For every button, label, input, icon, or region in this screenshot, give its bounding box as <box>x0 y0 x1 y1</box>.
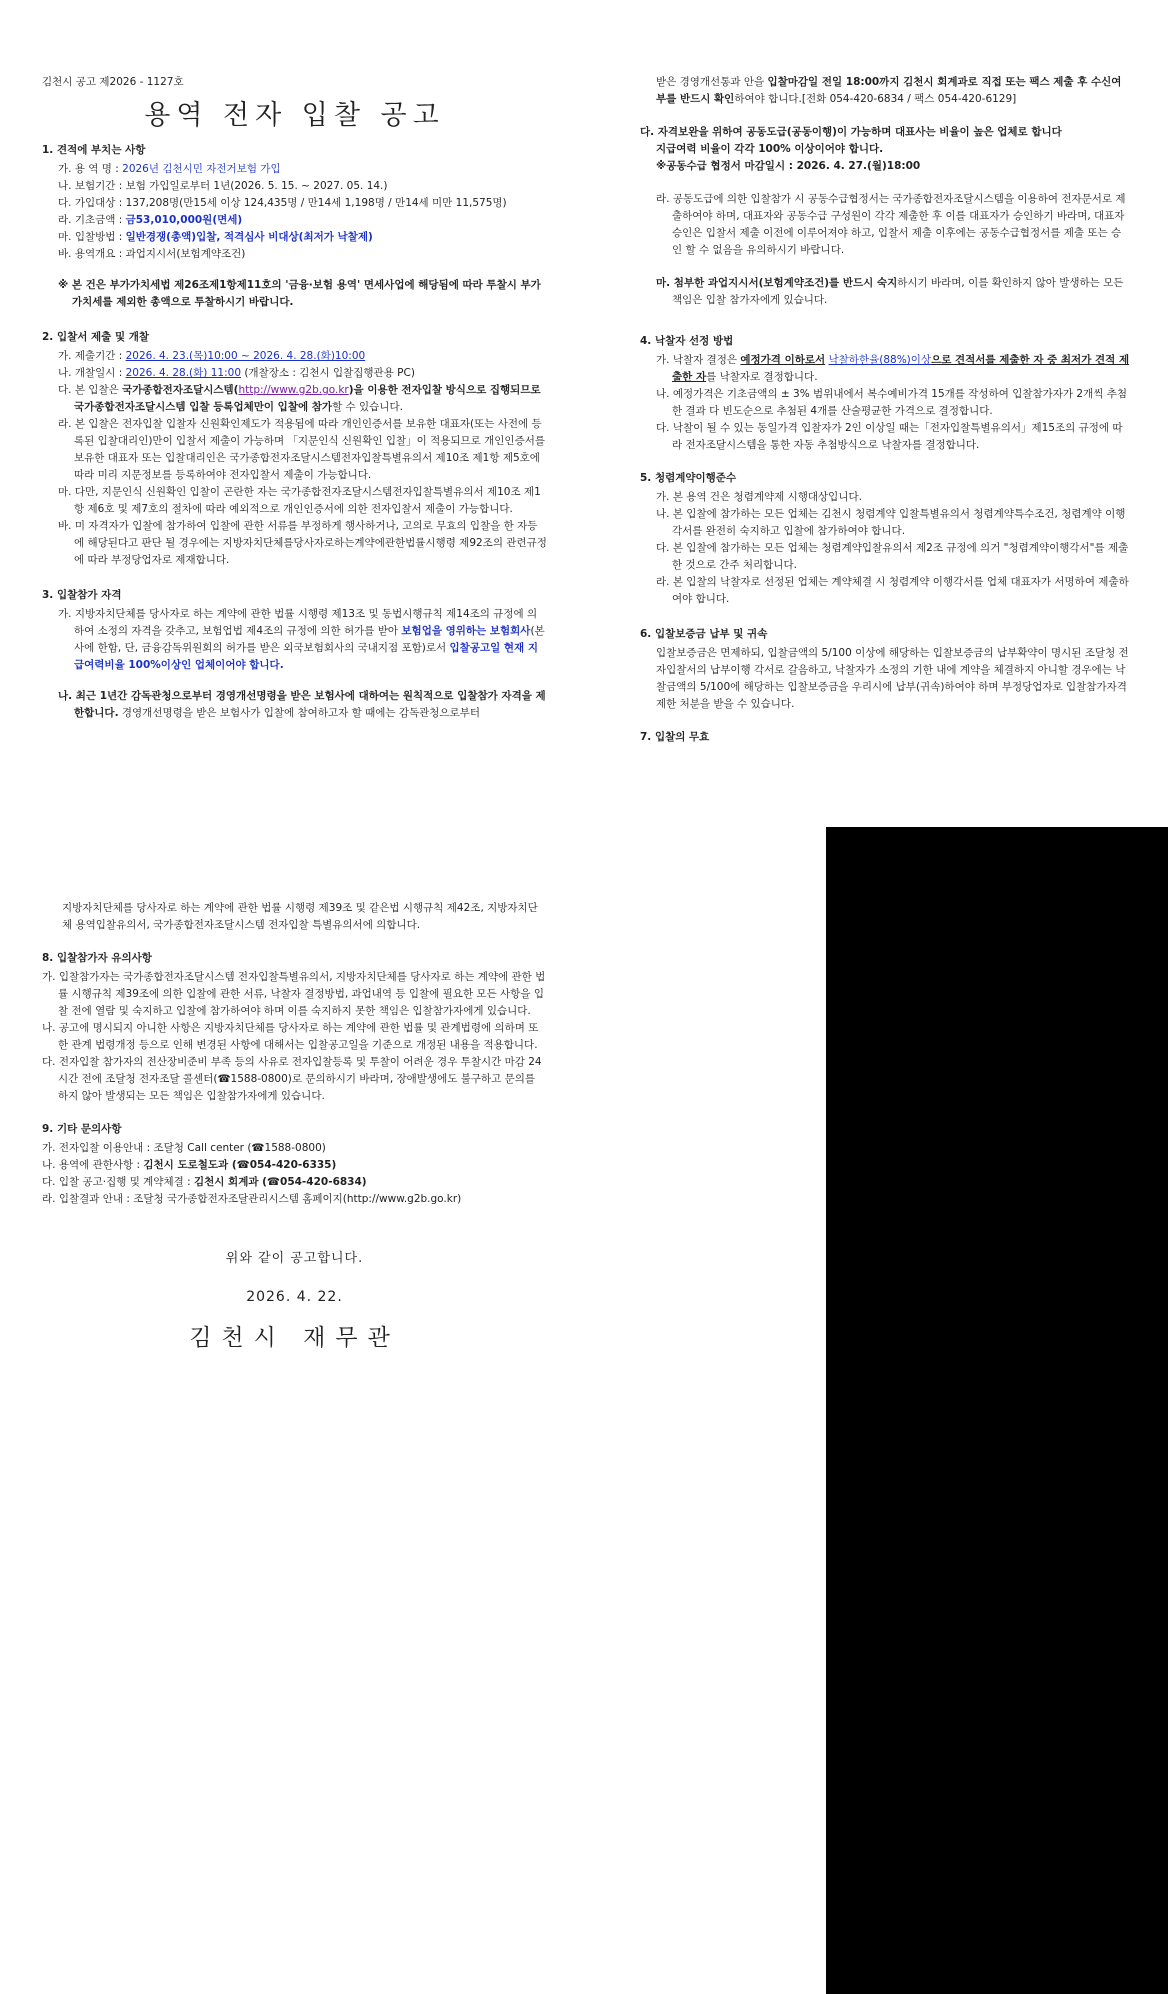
s9-item-d: 라. 입찰결과 안내 : 조달청 국가종합전자조달관리시스템 홈페이지(http://www.g2b.go.kr) <box>42 1193 462 1205</box>
s9-item-a: 가. 전자입찰 이용안내 : 조달청 Call center (☎1588-0800) <box>42 1142 326 1154</box>
section-6-heading: 6. 입찰보증금 납부 및 귀속 <box>640 628 768 640</box>
base-amount: 금53,010,000원(면세) <box>125 214 243 226</box>
s3-item-b: 나. 최근 1년간 감독관청으로부터 경영개선명령을 받은 보험사에 대하여는 원칙적으로 입찰참가 자격을 제한합니다. 경영개선명령을 받은 보험사가 입찰에 참여하고자 할 때에는 감독관청으로부터 <box>58 690 546 719</box>
consortium-deadline: ※공동수급 협정서 마감일시 : 2026. 4. 27.(월)18:00 <box>656 160 921 172</box>
section-1-heading: 1. 견적에 부치는 사항 <box>42 144 146 156</box>
s3-continued: 받은 경영개선통과 안을 입찰마감일 전일 18:00까지 김천시 회계과로 직접 또는 팩스 제출 후 수신여부를 반드시 확인하여야 합니다.[전화 054-420-6834 / 팩스 054-420-6129] <box>656 76 1122 105</box>
s5-item-b: 나. 본 입찰에 참가하는 모든 업체는 김천시 청렴계약 입찰특별유의서 청렴계약특수조건, 청렴계약 이행각서를 완전히 숙지하고 입찰에 참가하여야 합니다. <box>656 508 1126 537</box>
s8-item-c: 다. 전자입찰 참가자의 전산장비준비 부족 등의 사유로 전자입찰등록 및 투찰이 어려운 경우 투찰시간 마감 24시간 전에 조달청 전자조달 콜센터(☎1588-0800)로 문의하시기 바라며, 장애발생에도 불구하고 문의를 하지 않아 발생되는 모든 책임은 입찰참가자에게 있습니다. <box>42 1056 542 1102</box>
s3-item-a: 가. 지방자치단체를 당사자로 하는 계약에 관한 법률 시행령 제13조 및 동법시행규칙 제14조의 규정에 의하여 소정의 자격을 갖추고, 보험업법 제4조의 규정에 의한 허가를 받아 보험업을 영위하는 보험회사(본사에 한함, 단, 금융감독위원회의 허가를 받은 외국보험회사의 국내지점 포함)로서 입찰공고일 현재 지급여력비율 100%이상인 업체이어야 합니다. <box>58 608 545 671</box>
s2-item-c: 다. 본 입찰은 국가종합전자조달시스템(http://www.g2b.go.kr)을 이용한 전자입찰 방식으로 집행되므로 국가종합전자조달시스템 입찰 등록업체만이 입찰에 참가할 수 있습니다. <box>58 384 541 413</box>
s8-item-a: 가. 입찰참가자는 국가종합전자조달시스템 전자입찰특별유의서, 지방자치단체를 당사자로 하는 계약에 관한 법률 시행규칙 제39조에 의한 입찰에 관한 서류, 낙찰자 결정방법, 과업내역 등 입찰에 필요한 모든 사항을 입찰 전에 열람 및 숙지하고 입찰에 참가하여야 하며 이를 숙지하지 못한 책임은 입찰참가자에게 있습니다. <box>42 971 546 1017</box>
signer: 김천시 재무관 <box>189 1325 400 1351</box>
s3-item-ra: 라. 공동도급에 의한 입찰참가 시 공동수급협정서는 국가종합전자조달시스템을 이용하여 전자문서로 제출하여야 하며, 대표자와 공동수급 구성원이 각각 제출한 후 이를 대표자가 승인하기 바라며, 대표자 승인은 입찰서 제출 이전에 이루어져야 하고, 입찰서 제출 이후에는 공동수급협정서를 제출 또는 승인 할 수 없음을 유의하시기 바랍니다. <box>656 193 1126 256</box>
section-9-heading: 9. 기타 문의사항 <box>42 1123 122 1135</box>
s1-item-f: 바. 용역개요 : 과업지시서(보험계약조건) <box>58 248 246 260</box>
submission-period: 2026. 4. 23.(목)10:00 ~ 2026. 4. 28.(화)10:00 <box>125 350 366 362</box>
s4-item-a: 가. 낙찰자 결정은 예정가격 이하로서 낙찰하한율(88%)이상으로 견적서를 제출한 자 중 최저가 견적 제출한 자를 낙찰자로 결정합니다. <box>656 354 1130 383</box>
s5-item-c: 다. 본 입찰에 참가하는 모든 업체는 청렴계약입찰유의서 제2조 규정에 의거 "청렴계약이행각서"를 제출한 것으로 간주 처리합니다. <box>656 542 1129 571</box>
notice-number: 김천시 공고 제2026 - 1127호 <box>42 76 184 88</box>
s4-item-b: 나. 예정가격은 기초금액의 ± 3% 범위내에서 복수예비가격 15개를 작성하여 입찰참가자가 2개씩 추첨한 결과 다 빈도순으로 추첨된 4개를 산술평균한 가격으로 결정합니다. <box>656 388 1127 417</box>
s2-item-f: 바. 미 자격자가 입찰에 참가하여 입찰에 관한 서류를 부정하게 행사하거나, 고의로 무효의 입찰을 한 자등에 해당된다고 판단 될 경우에는 지방자치단체를당사자로하는계약에관한법률시행령 제92조의 관련규정에 따라 부정당업자로 제재합니다. <box>58 520 547 566</box>
s6-body: 입찰보증금은 면제하되, 입찰금액의 5/100 이상에 해당하는 입찰보증금의 납부확약이 명시된 조달청 전자입찰서의 납부이행 각서로 갈음하고, 낙찰자가 소정의 기한 내에 계약을 체결하지 아니할 경우에는 낙찰금액의 5/100에 해당하는 입찰보증금을 우리시에 납부(귀속)하여야 하며 부정당업자로 입찰참가자격제한 처분을 받을 수 있습니다. <box>656 647 1129 710</box>
section-8-heading: 8. 입찰참가자 유의사항 <box>42 952 152 964</box>
s3-item-da: 다. 자격보완을 위하여 공동도급(공동이행)이 가능하며 대표사는 비율이 높은 업체로 합니다 <box>640 126 1062 138</box>
page-title: 용역 전자 입찰 공고 <box>144 100 445 131</box>
s5-item-a: 가. 본 용역 건은 청렴계약제 시행대상입니다. <box>656 491 862 503</box>
section-3-heading: 3. 입찰참가 자격 <box>42 589 122 601</box>
service-name: 2026년 김천시민 자전거보험 가입 <box>122 163 281 175</box>
s1-item-b: 나. 보험기간 : 보험 가입일로부터 1년(2026. 5. 15. ~ 2027. 05. 14.) <box>58 180 388 192</box>
s1-item-a: 가. 용 역 명 : 2026년 김천시민 자전거보험 가입 <box>58 163 281 175</box>
opening-datetime: 2026. 4. 28.(화) 11:00 <box>125 367 241 379</box>
s3-item-ma: 마. 첨부한 과업지시서(보험계약조건)를 반드시 숙지하시기 바라며, 이를 확인하지 않아 발생하는 모든 책임은 입찰 참가자에게 있습니다. <box>656 277 1124 306</box>
left-column-page2 <box>42 900 547 1351</box>
s2-item-e: 마. 다만, 지문인식 신원확인 입찰이 곤란한 자는 국가종합전자조달시스템전자입찰특별유의서 제10조 제1항 제6호 및 제7호의 절차에 따라 예외적으로 개인인증서에 의한 전자입찰서 제출이 가능합니다. <box>58 486 541 515</box>
s1-item-c: 다. 가입대상 : 137,208명(만15세 이상 124,435명 / 만14세 1,198명 / 만14세 미만 11,575명) <box>58 197 507 209</box>
s8-item-b: 나. 공고에 명시되지 아니한 사항은 지방자치단체를 당사자로 하는 계약에 관한 법률 및 관계법령에 의하며 또한 관계 법령개정 등으로 인해 변경된 사항에 대해서는 입찰공고일을 기준으로 개정된 내용을 적용합니다. <box>42 1022 539 1051</box>
s2-item-b: 나. 개찰일시 : 2026. 4. 28.(화) 11:00 (개찰장소 : 김천시 입찰집행관용 PC) <box>58 367 415 379</box>
s1-item-d: 라. 기초금액 : 금53,010,000원(면세) <box>58 214 243 226</box>
s1-item-e: 마. 입찰방법 : 일반경쟁(총액)입찰, 적격심사 비대상(최저가 낙찰제) <box>58 231 373 243</box>
notice-date: 2026. 4. 22. <box>246 1289 343 1305</box>
section-4-heading: 4. 낙찰자 선정 방법 <box>640 335 734 347</box>
s9-item-c: 다. 입찰 공고·집행 및 계약체결 : 김천시 회계과 (☎054-420-6834) <box>42 1176 367 1188</box>
bid-method: 일반경쟁(총액)입찰, 적격심사 비대상(최저가 낙찰제) <box>125 231 373 243</box>
s3-item-da-2: 지급여력 비율이 각각 100% 이상이어야 합니다. <box>656 143 884 155</box>
g2b-link[interactable]: http://www.g2b.go.kr <box>238 384 349 396</box>
section-2-heading: 2. 입찰서 제출 및 개찰 <box>42 331 150 343</box>
section-5-heading: 5. 청렴계약이행준수 <box>640 472 737 484</box>
s4-item-c: 다. 낙찰이 될 수 있는 동일가격 입찰자가 2인 이상일 때는「전자입찰특별유의서」제15조의 규정에 따라 전자조달시스템을 통한 자동 추첨방식으로 낙찰자를 결정합니다. <box>656 422 1123 451</box>
section-7-heading: 7. 입찰의 무효 <box>640 731 710 743</box>
s7-body: 지방자치단체를 당사자로 하는 계약에 관한 법률 시행령 제39조 및 같은법 시행규칙 제42조, 지방자치단체 용역입찰유의서, 국가종합전자조달시스템 전자입찰 특별유의서에 의합니다. <box>62 902 538 931</box>
right-column-page1 <box>640 74 1130 748</box>
s9-item-b: 나. 용역에 관한사항 : 김천시 도로철도과 (☎054-420-6335) <box>42 1159 337 1171</box>
s2-item-d: 라. 본 입찰은 전자입찰 입찰자 신원확인제도가 적용됨에 따라 개인인증서를 보유한 대표자(또는 사전에 등록된 입찰대리인)만이 입찰서 제출이 가능하며 「지문인식 신원확인 입찰」이 적용되므로 개인인증서를 보유한 대표자 또는 입찰대리인은 국가종합전자조달시스템전자입찰특별유의서 제10조 제1항 제5호에 따라 미리 지문정보를 등록하여야 전자입찰서 제출이 가능합니다. <box>58 418 545 481</box>
tax-note: ※ 본 건은 부가가치세법 제26조제1항제11호의 '금융·보험 용역' 면세사업에 해당됨에 따라 투찰시 부가가치세를 제외한 총액으로 투찰하시기 바랍니다. <box>58 279 541 308</box>
s5-item-d: 라. 본 입찰의 낙찰자로 선정된 업체는 계약체결 시 청렴계약 이행각서를 업체 대표자가 서명하여 제출하여야 합니다. <box>656 576 1129 605</box>
s2-item-a: 가. 제출기간 : 2026. 4. 23.(목)10:00 ~ 2026. 4. 28.(화)10:00 <box>58 350 366 362</box>
black-redaction-area <box>826 827 1168 1994</box>
closing-statement: 위와 같이 공고합니다. <box>225 1251 364 1266</box>
left-column-page1 <box>42 74 547 722</box>
